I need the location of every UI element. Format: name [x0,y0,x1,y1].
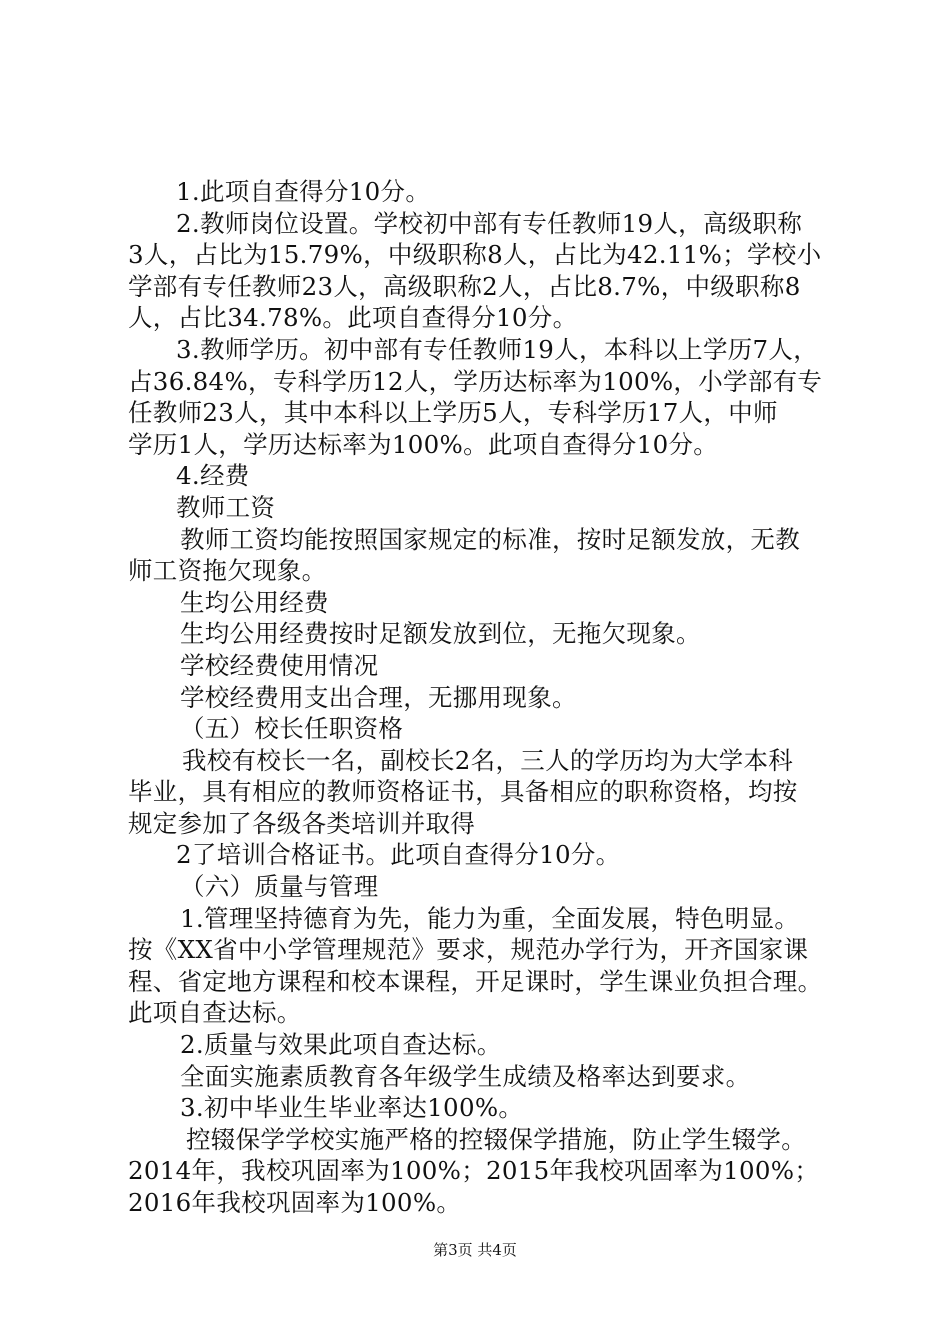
text-line: （五）校长任职资格 [180,714,404,744]
text-line: 学校经费使用情况 [180,650,379,680]
text-line: 学部有专任教师23人，高级职称2人，占比8.7%，中级职称8 [128,271,801,301]
text-line: 教师工资均能按照国家规定的标准，按时足额发放，无教 [180,524,800,554]
text-line: 占36.84%，专科学历12人，学历达标率为100%，小学部有专 [128,366,823,396]
text-line: 4.经费 [176,461,250,491]
text-line: 规定参加了各级各类培训并取得 [128,808,476,838]
text-line: 我校有校长一名，副校长2名，三人的学历均为大学本科 [182,745,794,775]
text-line: 3.教师学历。初中部有专任教师19人，本科以上学历7人， [176,334,819,364]
text-line: 毕业，具有相应的教师资格证书，具备相应的职称资格，均按 [128,777,798,807]
text-line: 按《XX省中小学管理规范》要求，规范办学行为，开齐国家课 [128,935,809,965]
text-line: 全面实施素质教育各年级学生成绩及格率达到要求。 [180,1061,751,1091]
text-line: 生均公用经费 [180,587,329,617]
text-line: 师工资拖欠现象。 [128,556,327,586]
text-line: 2.质量与效果此项自查达标。 [180,1030,502,1060]
text-line: 1.此项自查得分10分。 [176,177,431,206]
text-line: 2014年，我校巩固率为100%；2015年我校巩固率为100%； [128,1156,820,1186]
text-line: 生均公用经费按时足额发放到位，无拖欠现象。 [180,619,701,649]
text-line: 此项自查达标。 [128,998,302,1028]
text-line: 任教师23人，其中本科以上学历5人，专科学历17人，中师 [128,398,778,428]
text-line: 控辍保学学校实施严格的控辍保学措施，防止学生辍学。 [186,1124,806,1154]
text-line: 学校经费用支出合理，无挪用现象。 [180,682,577,712]
text-line: 程、省定地方课程和校本课程，开足课时，学生课业负担合理。 [128,966,823,996]
text-line: 3人，占比为15.79%，中级职称8人，占比为42.11%；学校小 [128,240,822,270]
page-footer: 第3页 共4页 [433,1241,517,1259]
text-line: 2.教师岗位设置。学校初中部有专任教师19人，高级职称 [176,208,803,238]
text-line: 学历1人，学历达标率为100%。此项自查得分10分。 [128,429,719,459]
text-line: 2了培训合格证书。此项自查得分10分。 [176,840,621,870]
text-line: （六）质量与管理 [180,872,379,902]
text-line: 2016年我校巩固率为100%。 [128,1188,462,1217]
text-line: 人，占比34.78%。此项自查得分10分。 [128,303,578,333]
text-line: 3.初中毕业生毕业率达100%。 [180,1093,524,1123]
text-line: 教师工资 [176,492,276,522]
text-line: 1.管理坚持德育为先，能力为重，全面发展，特色明显。 [180,903,800,933]
document-body [128,176,848,1219]
